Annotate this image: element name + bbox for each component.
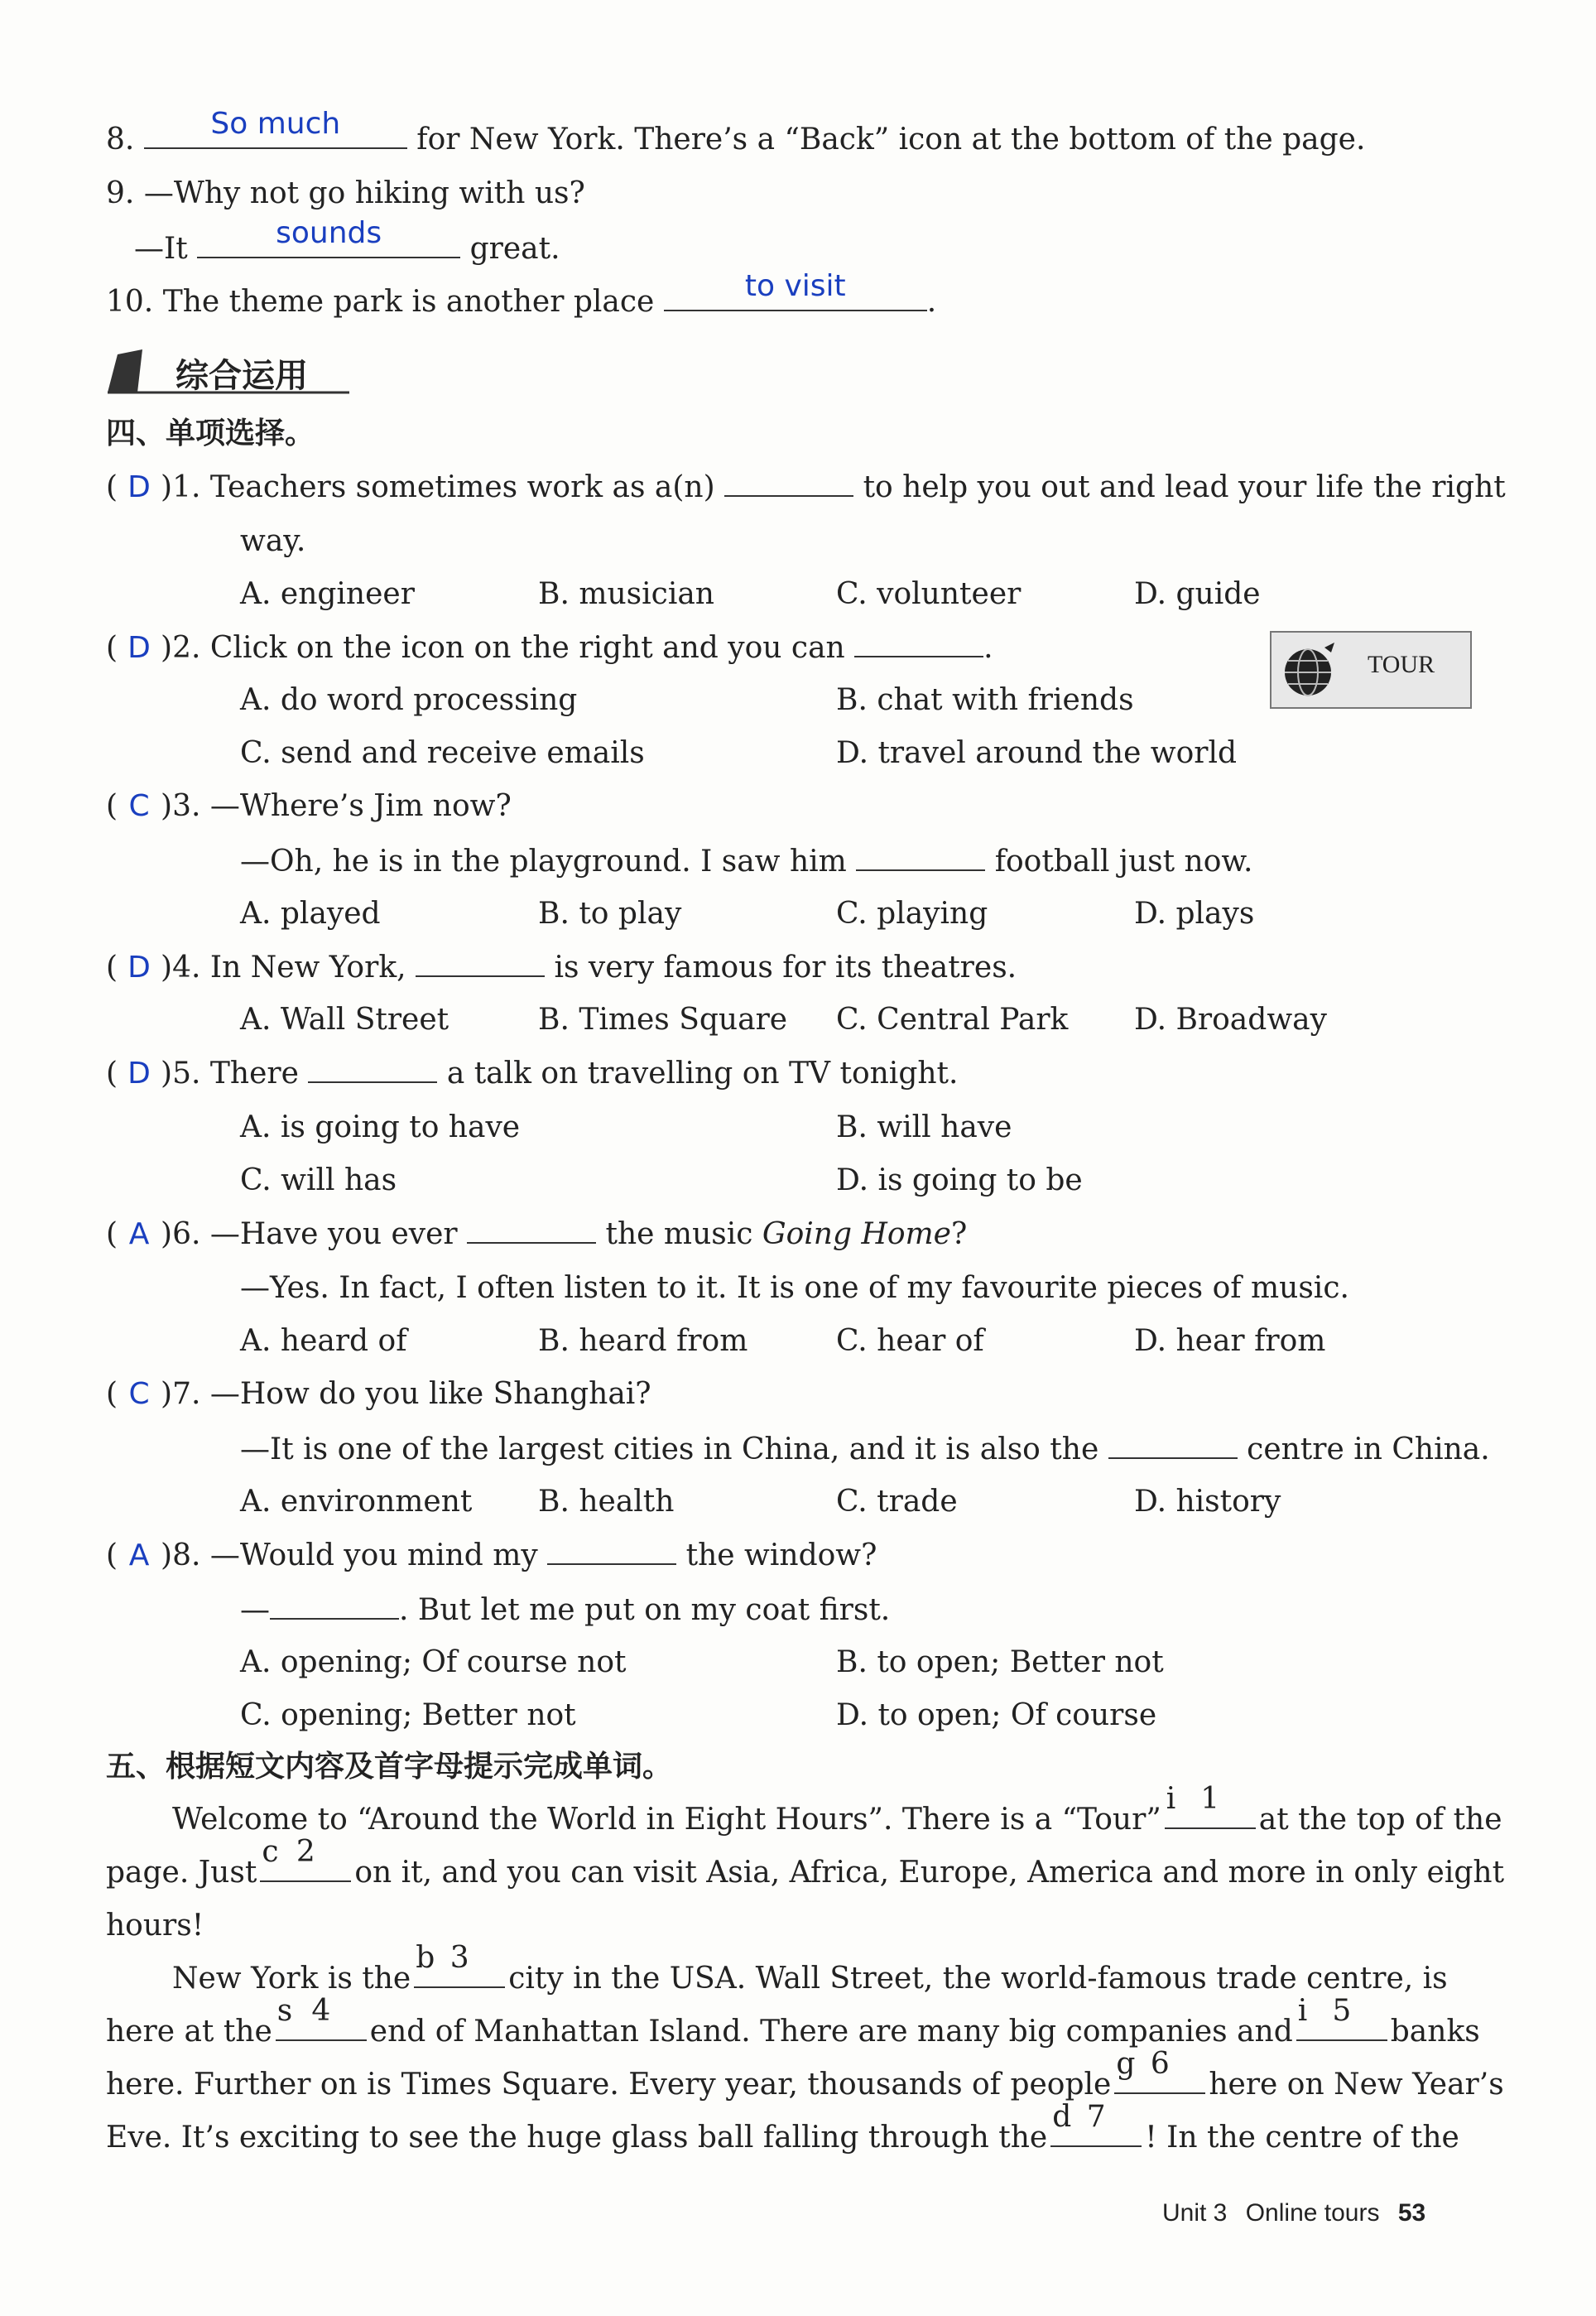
page-number: 53: [1397, 2199, 1426, 2227]
option: A. opening; Of course not: [240, 1645, 627, 1679]
option: D. is going to be: [836, 1163, 1083, 1197]
hint-blank-3: b 3: [414, 1953, 505, 1988]
section-title: 综合运用: [175, 357, 308, 395]
passage-line: here at the s 4 end of Manhattan Island. There are many big companies and i 5 banks: [106, 1994, 1480, 2049]
mcq-6: ( A )6. —Have you ever the music Going Home?: [106, 1214, 967, 1254]
hint-blank-1: i 1: [1165, 1794, 1256, 1829]
passage-line: Eve. It’s exciting to see the huge glass ball falling through the d 7 ! In the centre of the: [106, 2100, 1459, 2155]
globe-icon: [1278, 639, 1344, 701]
passage-line: hours!: [106, 1909, 204, 1943]
footer-title: Online tours: [1245, 2199, 1380, 2227]
option: A. do word processing: [240, 683, 578, 717]
passage-line: page. Just c 2 on it, and you can visit Asia, Africa, Europe, America and more in only eight: [106, 1835, 1505, 1890]
option: B. chat with friends: [836, 683, 1134, 717]
option: A. Wall Street: [240, 1003, 449, 1037]
passage-line: here. Further on is Times Square. Every year, thousands of people g 6 here on New Year’s: [106, 2047, 1504, 2102]
option: D. guide: [1134, 577, 1261, 611]
mcq-3: ( C )3. —Where’s Jim now?: [106, 789, 512, 823]
option: D. Broadway: [1134, 1003, 1327, 1037]
option: C. opening; Better not: [240, 1698, 576, 1732]
option: B. health: [538, 1485, 675, 1519]
answer-blank: to visit: [664, 282, 927, 311]
hint-blank-6: g 6: [1114, 2059, 1205, 2094]
option: C. Central Park: [836, 1003, 1069, 1037]
mcq-5: ( D )5. There a talk on travelling on TV tonight.: [106, 1053, 958, 1094]
fill-item-8: 8. So much for New York. There’s a “Back” icon at the bottom of the page.: [106, 107, 1366, 156]
part5-title: 五、根据短文内容及首字母提示完成单词。: [106, 1750, 673, 1784]
hint-blank-5: i 5: [1296, 2006, 1387, 2041]
fill-item-9-reply: —It sounds great.: [134, 216, 560, 266]
footer-unit: Unit 3: [1162, 2199, 1228, 2227]
mcq-7: ( C )7. —How do you like Shanghai?: [106, 1377, 651, 1411]
option: B. will have: [836, 1110, 1012, 1144]
option: C. volunteer: [836, 577, 1022, 611]
option: B. to open; Better not: [836, 1645, 1164, 1679]
option: A. played: [240, 897, 381, 931]
answer-blank: So much: [144, 119, 407, 149]
hint-blank-7: d 7: [1050, 2112, 1142, 2147]
footer: [1162, 2199, 1425, 2227]
option: D. travel around the world: [836, 736, 1238, 770]
option: D. to open; Of course: [836, 1698, 1157, 1732]
part4-title: 四、单项选择。: [106, 416, 315, 450]
option: B. heard from: [538, 1324, 748, 1358]
mcq-1: ( D )1. Teachers sometimes work as a(n) to help you out and lead your life the right: [106, 467, 1506, 508]
fill-item-9-question: 9. —Why not go hiking with us?: [106, 176, 585, 210]
tour-icon-box: TOUR: [1270, 631, 1472, 709]
answer-blank: sounds: [197, 229, 460, 258]
option: D. hear from: [1134, 1324, 1326, 1358]
mcq-8: ( A )8. —Would you mind my the window?: [106, 1535, 877, 1576]
mcq-2: ( D )2. Click on the icon on the right and you can .: [106, 628, 993, 668]
option: A. heard of: [240, 1324, 407, 1358]
option: B. Times Square: [538, 1003, 788, 1037]
section-header: [104, 346, 353, 396]
option: D. plays: [1134, 897, 1255, 931]
passage-line: New York is the b 3 city in the USA. Wall Street, the world-famous trade centre, is: [172, 1941, 1448, 1996]
option: B. musician: [538, 577, 714, 611]
fill-item-10: 10. The theme park is another place to visit .: [106, 269, 937, 319]
option: C. trade: [836, 1485, 958, 1519]
option: A. engineer: [240, 577, 415, 611]
option: D. history: [1134, 1485, 1281, 1519]
hint-blank-4: s 4: [276, 2006, 367, 2041]
option: C. playing: [836, 897, 988, 931]
hint-blank-2: c 2: [260, 1847, 351, 1882]
passage-line: Welcome to “Around the World in Eight Hours”. There is a “Tour” i 1 at the top of the: [172, 1782, 1502, 1837]
option: B. to play: [538, 897, 682, 931]
option: C. hear of: [836, 1324, 984, 1358]
option: C. will has: [240, 1163, 397, 1197]
mcq-4: ( D )4. In New York, is very famous for its theatres.: [106, 947, 1017, 988]
option: A. is going to have: [240, 1110, 521, 1144]
option: A. environment: [240, 1485, 473, 1519]
option: C. send and receive emails: [240, 736, 645, 770]
